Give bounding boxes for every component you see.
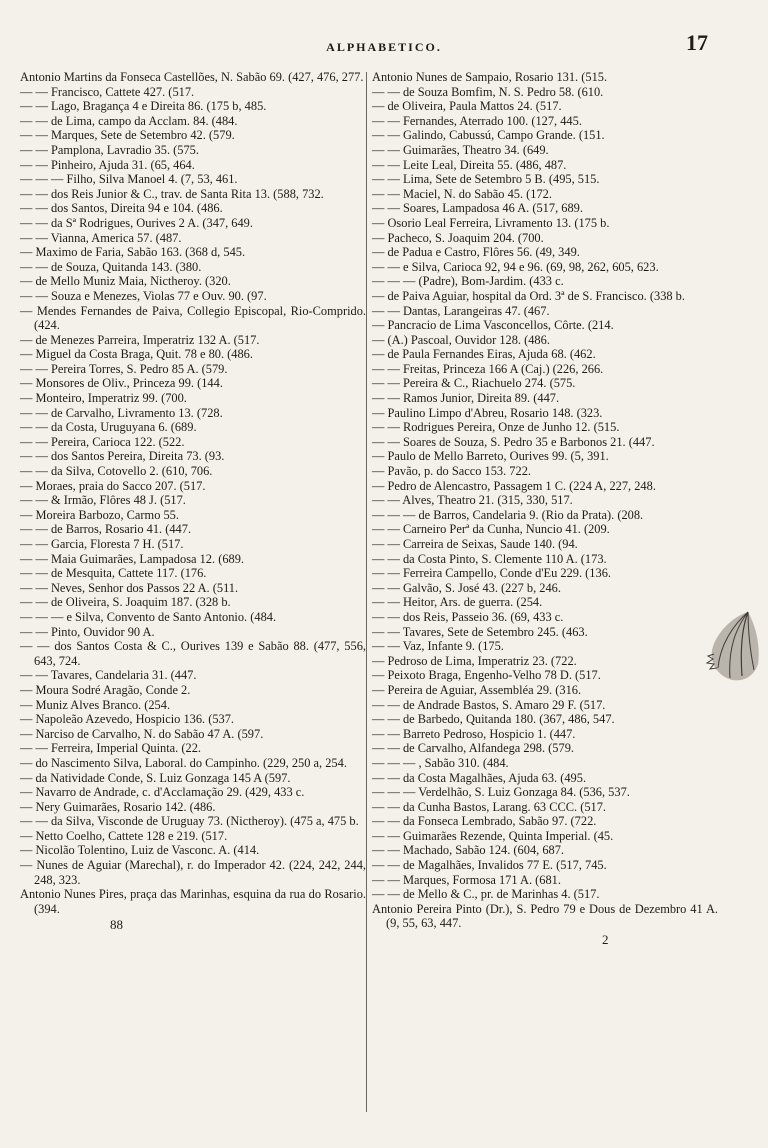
directory-entry: — — Garcia, Floresta 7 H. (517. xyxy=(20,537,184,551)
directory-entry: — — — Verdelhão, S. Luiz Gonzaga 84. (536, 537. xyxy=(372,785,630,800)
directory-entry: — — Pereira & C., Riachuelo 274. (575. xyxy=(372,376,576,391)
directory-entry: — — Leite Leal, Direita 55. (486, 487. xyxy=(372,157,567,172)
directory-entry: — Pedro de Alencastro, Passagem 1 C. (224 A, 227, 248. xyxy=(372,478,656,493)
directory-entry: — Paulino Limpo d'Abreu, Rosario 148. (323. xyxy=(372,405,603,420)
directory-entry: — — Ferreira, Imperial Quinta. (22. xyxy=(20,741,201,756)
directory-entry: — — Maciel, N. do Sabão 45. (172. xyxy=(372,186,552,201)
directory-entry: — — Francisco, Cattete 427. (517. xyxy=(20,84,195,99)
directory-entry: — Muniz Alves Branco. (254. xyxy=(20,697,171,712)
directory-entry: — — da Costa Pinto, S. Clemente 110 A. (173. xyxy=(372,551,607,566)
directory-entry: — — Machado, Sabão 124. (604, 687. xyxy=(372,843,565,858)
directory-entry: — — Vaz, Infante 9. (175. xyxy=(372,639,504,654)
directory-entry: — de Paula Fernandes Eiras, Ajuda 68. (462. xyxy=(372,347,596,362)
directory-entry: — — dos Santos, Direita 94 e 104. (486. xyxy=(20,201,223,216)
directory-entry: — — de Andrade Bastos, S. Amaro 29 F. (517. xyxy=(372,697,606,712)
directory-entry: — da Natividade Conde, S. Luiz Gonzaga 145 A (597. xyxy=(20,770,291,785)
directory-entry: — — Maia Guimarães, Lampadosa 12. (689. xyxy=(20,551,245,566)
directory-entry: — Pacheco, S. Joaquim 204. (700. xyxy=(372,230,544,245)
directory-entry: — Maximo de Faria, Sabão 163. (368 d, 545. xyxy=(20,245,246,260)
directory-entry: — — Fernandes, Aterrado 100. (127, 445. xyxy=(372,113,582,128)
directory-entry: — Pancracio de Lima Vasconcellos, Côrte. (214. xyxy=(372,318,614,333)
directory-entry: — — de Barbedo, Quitanda 180. (367, 486, 547. xyxy=(372,712,615,727)
directory-entry: — — Dantas, Larangeiras 47. (467. xyxy=(372,303,550,318)
directory-entry: — Narciso de Carvalho, N. do Sabão 47 A. (597. xyxy=(20,726,264,741)
directory-entry: — Nery Guimarães, Rosario 142. (486. xyxy=(20,799,216,814)
directory-entry: — — Guimarães, Theatro 34. (649. xyxy=(372,142,549,157)
directory-entry: — — Lima, Sete de Setembro 5 B. (495, 515. xyxy=(372,172,600,187)
directory-entry: — — Pereira, Carioca 122. (522. xyxy=(20,434,185,449)
directory-entry: — — de Carvalho, Alfandega 298. (579. xyxy=(372,741,574,756)
directory-entry: — — da Sª Rodrigues, Ourives 2 A. (347, 649. xyxy=(20,215,253,230)
directory-entry: — — Lago, Bragança 4 e Direita 86. (175 b, 485. xyxy=(20,99,267,114)
directory-entry: — — da Silva, Cotovello 2. (610, 706. xyxy=(20,464,213,479)
directory-entry: — — da Fonseca Lembrado, Sabão 97. (722. xyxy=(372,814,597,829)
directory-entry: — — Souza e Menezes, Violas 77 e Ouv. 90. (97. xyxy=(20,288,267,303)
directory-entry: — — Pereira Torres, S. Pedro 85 A. (579. xyxy=(20,361,228,376)
directory-entry: — — da Costa, Uruguyana 6. (689. xyxy=(20,420,197,435)
directory-entry: — — — (Padre), Bom-Jardim. (433 c. xyxy=(372,274,564,289)
directory-entry: — — Pinheiro, Ajuda 31. (65, 464. xyxy=(20,157,195,172)
directory-entry: — — de Magalhães, Invalidos 77 E. (517, 745. xyxy=(372,858,607,873)
directory-entry: — do Nascimento Silva, Laboral. do Campinho. (229, 250 a, 254. xyxy=(20,755,347,770)
directory-entry: — — Tavares, Sete de Setembro 245. (463. xyxy=(372,624,588,639)
directory-entry: — — Freitas, Princeza 166 A (Caj.) (226, 266. xyxy=(372,361,604,376)
directory-entry: — — de Lima, campo da Acclam. 84. (484. xyxy=(20,113,238,128)
directory-entry: — Miguel da Costa Braga, Quit. 78 e 80. (486. xyxy=(20,347,253,362)
directory-entry: — — Marques, Sete de Setembro 42. (579. xyxy=(20,128,235,143)
page-header xyxy=(0,30,768,60)
directory-entry: — Nicolão Tolentino, Luiz de Vasconc. A. (414. xyxy=(20,843,260,858)
directory-entry: — — Heitor, Ars. de guerra. (254. xyxy=(372,595,543,610)
left-column xyxy=(20,70,366,933)
directory-entry: — de Menezes Parreira, Imperatriz 132 A. (517. xyxy=(20,332,260,347)
directory-entry: — de Paiva Aguiar, hospital da Ord. 3ª de S. Francisco. (338 b. xyxy=(372,288,685,303)
directory-entry: — de Padua e Castro, Flôres 56. (49, 349. xyxy=(372,245,580,260)
directory-entry: — — Galvão, S. José 43. (227 b, 246. xyxy=(372,580,561,595)
directory-entry: — Pavão, p. do Sacco 153. 722. xyxy=(372,464,531,479)
directory-entry: — — dos Santos Pereira, Direita 73. (93. xyxy=(20,449,225,464)
directory-entry: — — da Cunha Bastos, Larang. 63 CCC. (517. xyxy=(372,799,607,814)
signature-mark: 88 xyxy=(110,917,123,933)
directory-entry: — — Guimarães Rezende, Quinta Imperial. (45. xyxy=(372,828,614,843)
directory-entry: — Navarro de Andrade, c. d'Acclamação 29. (429, 433 c. xyxy=(20,785,305,800)
directory-entry: Antonio Pereira Pinto (Dr.), S. Pedro 79 e Dous de Dezembro 41 A. (9, 55, 63, 447. xyxy=(372,901,718,931)
directory-entry: — Mendes Fernandes de Paiva, Collegio Episcopal, Rio-Comprido. (424. xyxy=(20,303,366,333)
directory-entry: — — dos Reis, Passeio 36. (69, 433 c. xyxy=(372,609,564,624)
directory-entry: — — dos Reis Junior & C., trav. de Santa Rita 13. (588, 732. xyxy=(20,186,324,201)
directory-entry: — — Pamplona, Lavradio 35. (575. xyxy=(20,142,199,157)
directory-entry: — — de Mesquita, Cattete 117. (176. xyxy=(20,566,207,581)
directory-entry: Antonio Nunes Pires, praça das Marinhas, esquina da rua do Rosario. (394. xyxy=(20,887,366,916)
directory-entry: — Napoleão Azevedo, Hospicio 136. (537. xyxy=(20,712,235,727)
directory-entry: — de Mello Muniz Maia, Nictheroy. (320. xyxy=(20,274,231,289)
directory-entry: — — Neves, Senhor dos Passos 22 A. (511. xyxy=(20,580,239,595)
directory-entry: — — Galindo, Cabussú, Campo Grande. (151. xyxy=(372,128,605,143)
directory-entry: — — de Oliveira, S. Joaquim 187. (328 b. xyxy=(20,595,231,610)
directory-entry: — — — , Sabão 310. (484. xyxy=(372,755,509,770)
directory-entry: — Moura Sodré Aragão, Conde 2. xyxy=(20,682,191,697)
directory-entry: — — Ferreira Campello, Conde d'Eu 229. (136. xyxy=(372,566,611,581)
directory-entry: — Peixoto Braga, Engenho-Velho 78 D. (517. xyxy=(372,668,601,683)
directory-entry: — — de Barros, Rosario 41. (447. xyxy=(20,522,192,537)
directory-entry: — — dos Santos Costa & C., Ourives 139 e Sabão 88. (477, 556, 643, 724. xyxy=(20,639,366,668)
directory-entry: — Pedroso de Lima, Imperatriz 23. (722. xyxy=(372,653,577,668)
directory-entry: — — — e Silva, Convento de Santo Antonio. (484. xyxy=(20,609,277,624)
seashell-ornament xyxy=(704,606,762,684)
column-divider xyxy=(366,72,367,1112)
directory-entry: — de Oliveira, Paula Mattos 24. (517. xyxy=(372,99,562,114)
directory-entry: — — Rodrigues Pereira, Onze de Junho 12. (515. xyxy=(372,420,620,435)
directory-entry: — Pereira de Aguiar, Assembléa 29. (316. xyxy=(372,682,582,697)
directory-entry: — — Soares de Souza, S. Pedro 35 e Barbonos 21. (447. xyxy=(372,434,655,449)
directory-entry: — — de Carvalho, Livramento 13. (728. xyxy=(20,405,223,420)
directory-entry: — — e Silva, Carioca 92, 94 e 96. (69, 98, 262, 605, 623. xyxy=(372,259,659,274)
directory-entry: — Paulo de Mello Barreto, Ourives 99. (5, 391. xyxy=(372,449,609,464)
directory-entry: — — — Filho, Silva Manoel 4. (7, 53, 461. xyxy=(20,172,238,187)
directory-entry: — (A.) Pascoal, Ouvidor 128. (486. xyxy=(372,332,550,347)
directory-entry: — — Pinto, Ouvidor 90 A. xyxy=(20,624,155,639)
directory-entry: — — Alves, Theatro 21. (315, 330, 517. xyxy=(372,493,573,508)
directory-entry: — — de Mello & C., pr. de Marinhas 4. (517. xyxy=(372,887,600,902)
directory-entry: — Monteiro, Imperatriz 99. (700. xyxy=(20,391,187,406)
directory-entry: — — da Costa Magalhães, Ajuda 63. (495. xyxy=(372,770,587,785)
directory-entry: — — Barreto Pedroso, Hospicio 1. (447. xyxy=(372,726,576,741)
directory-entry: — — Carneiro Perª da Cunha, Nuncio 41. (209. xyxy=(372,522,610,537)
directory-entry: — — Soares, Lampadosa 46 A. (517, 689. xyxy=(372,201,583,216)
directory-entry: — — de Souza, Quitanda 143. (380. xyxy=(20,259,202,274)
directory-entry: — — Carreira de Seixas, Saude 140. (94. xyxy=(372,537,578,551)
signature-mark: 2 xyxy=(602,932,609,948)
directory-entry: — — Vianna, America 57. (487. xyxy=(20,230,182,245)
directory-entry: — Nunes de Aguiar (Marechal), r. do Imperador 42. (224, 242, 244, 248, 323. xyxy=(20,858,366,887)
directory-entry: Antonio Martins da Fonseca Castellões, N. Sabão 69. (427, 476, 277. xyxy=(20,70,364,84)
directory-entry: — — & Irmão, Flôres 48 J. (517. xyxy=(20,493,186,508)
directory-entry: — Osorio Leal Ferreira, Livramento 13. (175 b. xyxy=(372,215,610,230)
directory-entry: — Netto Coelho, Cattete 128 e 219. (517. xyxy=(20,828,228,843)
page-number: 17 xyxy=(686,30,708,55)
directory-entry: — — da Silva, Visconde de Uruguay 73. (Nictheroy). (475 a, 475 b. xyxy=(20,814,359,829)
directory-entry: — Moreira Barbozo, Carmo 55. xyxy=(20,507,179,522)
directory-entry: — — Tavares, Candelaria 31. (447. xyxy=(20,668,197,683)
directory-entry: — — Ramos Junior, Direita 89. (447. xyxy=(372,391,560,406)
running-title: ALPHABETICO. xyxy=(326,40,442,54)
directory-entry: — — de Souza Bomfim, N. S. Pedro 58. (610. xyxy=(372,84,604,99)
directory-entry: — Monsores de Oliv., Princeza 99. (144. xyxy=(20,376,223,391)
right-column xyxy=(372,70,718,948)
directory-entry: — — Marques, Formosa 171 A. (681. xyxy=(372,872,561,887)
directory-entry: — Moraes, praia do Sacco 207. (517. xyxy=(20,478,206,493)
directory-entry: — — — de Barros, Candelaria 9. (Rio da Prata). (208. xyxy=(372,507,644,522)
directory-entry: Antonio Nunes de Sampaio, Rosario 131. (515. xyxy=(372,70,608,84)
